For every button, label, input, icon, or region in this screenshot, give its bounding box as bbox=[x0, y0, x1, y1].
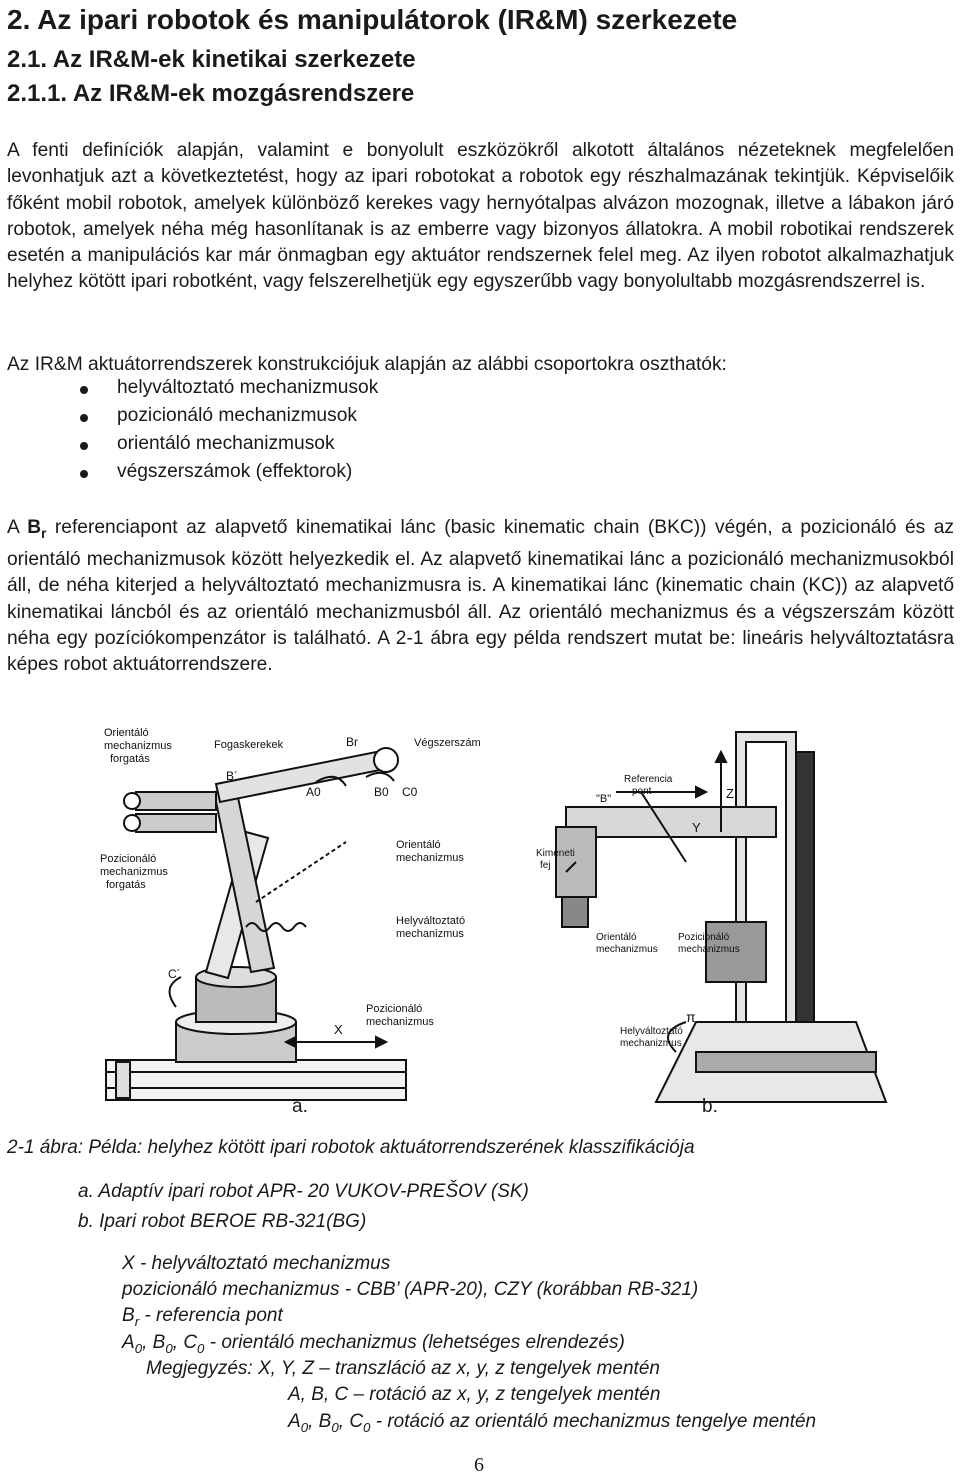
label-orient-b: Orientáló mechanizmus bbox=[596, 932, 658, 955]
legend-note: Megjegyzés: X, Y, Z – transzláció az x, y, z tengelyek mentén bbox=[146, 1358, 660, 1379]
legend-note: A, B, C – rotáció az x, y, z tengelyek mentén bbox=[288, 1384, 661, 1405]
robot-a-drawing bbox=[106, 748, 406, 1100]
page-number: 6 bbox=[474, 1454, 484, 1476]
label-x: X bbox=[334, 1022, 343, 1037]
label-b-quote: "B" bbox=[596, 793, 612, 805]
groups-intro-paragraph: Az IR&M aktuátorrendszerek konstrukciójuk alapján az alábbi csoportokra oszthatók: bbox=[7, 354, 727, 375]
robot-b-drawing bbox=[556, 732, 886, 1102]
label-c-prime: C´ bbox=[168, 967, 181, 981]
label-ref: Referencia pont bbox=[624, 774, 673, 797]
chapter-heading: 2. Az ipari robotok és manipulátorok (IR&M) szerkezete bbox=[7, 4, 738, 35]
bullet-icon bbox=[80, 470, 88, 478]
kinematic-chain-paragraph: A $B_r$ referenciapont az alapvető kinematikai lánc (basic kinematic chain (BKC)) végén, a pozicionáló és az orientáló mechanizmusok között helyezkedik el. Az alapvető kinematikai lánc a pozicionáló mechanizmusokból áll, de néha kiterjed a helyváltoztató mechanizmusra is. A kinematikai lánc (kinematic chain (KC)) az alapvető kinematikai láncból és az orientáló mechanizmusból áll. Az orientáló mechanizmus és a végszerszám között néha egy pozíciókompenzátor is található. A 2-1 ábra egy példa rendszert mutat be: lineáris helyváltoztatásra képes robot aktuátorrendszere. bbox=[7, 517, 954, 676]
label-b0: B0 bbox=[374, 785, 389, 799]
legend-line: $A_0$, $B_0$, $C_0$ - orientáló mechanizmus (lehetséges elrendezés) bbox=[122, 1332, 625, 1356]
label-z: Z bbox=[726, 786, 734, 801]
label-loco: Helyváltoztató mechanizmus bbox=[396, 915, 466, 940]
legend-note: $A_0$, $B_0$, $C_0$ - rotáció az orientáló mechanizmus tengelye mentén bbox=[288, 1411, 817, 1435]
legend-line: $B_r$ - referencia pont bbox=[122, 1305, 283, 1329]
label-y: Y bbox=[692, 820, 701, 835]
label-b-prime: B´ bbox=[226, 769, 238, 783]
label-pos-b: Pozicionáló mechanizmus bbox=[678, 932, 740, 955]
intro-paragraph: A fenti definíciók alapján, valamint e bonyolult eszközökről alkotott általános nézeteknek megfelelően levonhatjuk azt a következtetést, hogy az ipari robotokat a robotok egy részhalmazának tekintjük. Képviselőik főként mobil robotok, amelyek különböző kerekes vagy hernyótalpas alvázon mozognak, illetve a lábakon járó robotok, amelyek néha még hasonlítanak is az emberre vagy bizonyos állatokra. A mobil robotikai rendszerek esetén a manipulációs kar már önmagban egy aktuátor rendszernek felel meg. Az ilyen robotot alkalmazhatjuk helyhez kötött ipari robotként, vagy felszerelhetjük egy egyszerűbb vagy bonyolultabb mozgásrendszerrel is. bbox=[7, 140, 954, 293]
label-a0: A0 bbox=[306, 785, 321, 799]
subsection-heading: 2.1.1. Az IR&M-ek mozgásrendszere bbox=[7, 80, 415, 107]
label-loco-b: Helyváltoztató mechanizmus bbox=[620, 1026, 683, 1049]
label-c0: C0 bbox=[402, 785, 418, 799]
label-pos: Pozicionáló mechanizmus bbox=[366, 1003, 434, 1028]
legend-line: X - helyváltoztató mechanizmus bbox=[122, 1253, 391, 1274]
label-pi: π bbox=[686, 1009, 696, 1025]
figure-item-b: b. Ipari robot BEROE RB-321(BG) bbox=[78, 1211, 367, 1232]
bullet-icon bbox=[80, 386, 88, 394]
document-page: 2. Az ipari robotok és manipulátorok (IR&M) szerkezete 2.1. Az IR&M-ek kinetikai szerkezete 2.1.1. Az IR&M-ek mozgásrendszere A fenti definíciók alapján, valamint e bonyolult eszközökről alkotott általános nézeteknek megfelelően levonhatjuk azt a következtetést, hogy az ipari robotokat a robotok egy részhalmazának tekintjük. Képviselőik főként mobil robotok, amelyek különböző kerekes vagy hernyótalpas alvázon mozognak, illetve a lábakon járó robotok, amelyek néha még hasonlítanak is az emberre vagy bizonyos állatokra. A mobil robotikai rendszerek esetén a manipulációs kar már önmagban egy aktuátor rendszernek felel meg. Az ilyen robotot alkalmazhatjuk helyhez kötött ipari robotként, vagy felszerelhetjük egy egyszerűbb vagy bonyolultabb mozgásrendszerrel is. Az IR&M aktuátorrendszerek konstrukciójuk alapján az alábbi csoportokra oszthatók: helyváltoztató mechanizmusok pozicionáló mechanizmusok orientáló mechanizmusok végszerszámok (effektorok) A $B_r$ referenciapont az alapvető kinematikai lánc (basic kinematic chain (BKC)) végén, a pozicionáló és az orientáló mechanizmusok között helyezkedik el. Az alapvető kinematikai lánc a pozicionáló mechanizmusokból áll, de néha kiterjed a helyváltoztató mechanizmusra is. A kinematikai lánc (kinematic chain (KC)) az alapvető kinematikai láncból és az orientáló mechanizmusból áll. Az orientáló mechanizmus és a végszerszám között néha egy pozíciókompenzátor is található. A 2-1 ábra egy példa rendszert mutat be: lineáris helyváltoztatásra képes robot aktuátorrendszere. Orientáló mechanizmus forgatás Fogaskerekek Br Végszerszám B´ A0 B0 C0 Pozicionáló mechanizmus forgatás Orientáló mechanizmus Helyváltoztató mechanizmus Pozicionáló mechanizmus C´ X Referencia pont "B" Z Y Kimeneti fej Orientáló mechanizmus Pozicionáló mechanizmus π Helyváltoztató mechanizmus a. b. 2-1 ábra: Példa: helyhez kötött ipari robotok aktuátorrendszerének klasszifikációja a. Adaptív ipari robot APR- 20 VUKOV-PREŠOV (SK) b. Ipari robot BEROE RB-321(BG) X - helyváltoztató mechanizmus pozicionáló mechanizmus - CBB’ (APR-20), CZY (korábban RB-321) $B_r$ - referencia pont $A_0$, $B_0$, $C_0$ - orientáló mechanizmus (lehetséges elrendezés) Megjegyzés: X, Y, Z – transzláció az x, y, z tengelyek mentén A, B, C – rotáció az x, y, z tengelyek mentén $A_0$, $B_0$, $C_0$ - rotáció az orientáló mechanizmus tengelye mentén 6 bbox=[7, 4, 954, 1476]
bullet-icon bbox=[80, 414, 88, 422]
figure-label-b: b. bbox=[702, 1096, 718, 1117]
label-br: Br bbox=[346, 735, 358, 749]
label-pos-rot: Pozicionáló mechanizmus forgatás bbox=[100, 853, 168, 891]
label-orient: Orientáló mechanizmus bbox=[396, 839, 464, 864]
bullet-icon bbox=[80, 442, 88, 450]
legend-line: pozicionáló mechanizmus - CBB’ (APR-20), CZY (korábban RB-321) bbox=[122, 1279, 699, 1300]
label-gears: Fogaskerekek bbox=[214, 739, 284, 751]
section-heading: 2.1. Az IR&M-ek kinetikai szerkezete bbox=[7, 46, 416, 73]
figure-item-a: a. Adaptív ipari robot APR- 20 VUKOV-PREŠOV (SK) bbox=[78, 1181, 529, 1202]
figure-caption: 2-1 ábra: Példa: helyhez kötött ipari robotok aktuátorrendszerének klasszifikációja bbox=[7, 1137, 695, 1158]
label-tool: Végszerszám bbox=[414, 737, 481, 749]
label-orient-rot: Orientáló mechanizmus forgatás bbox=[104, 727, 172, 765]
figure-label-a: a. bbox=[292, 1096, 308, 1117]
label-head: Kimeneti fej bbox=[536, 848, 575, 871]
robot-figure bbox=[96, 722, 896, 1114]
